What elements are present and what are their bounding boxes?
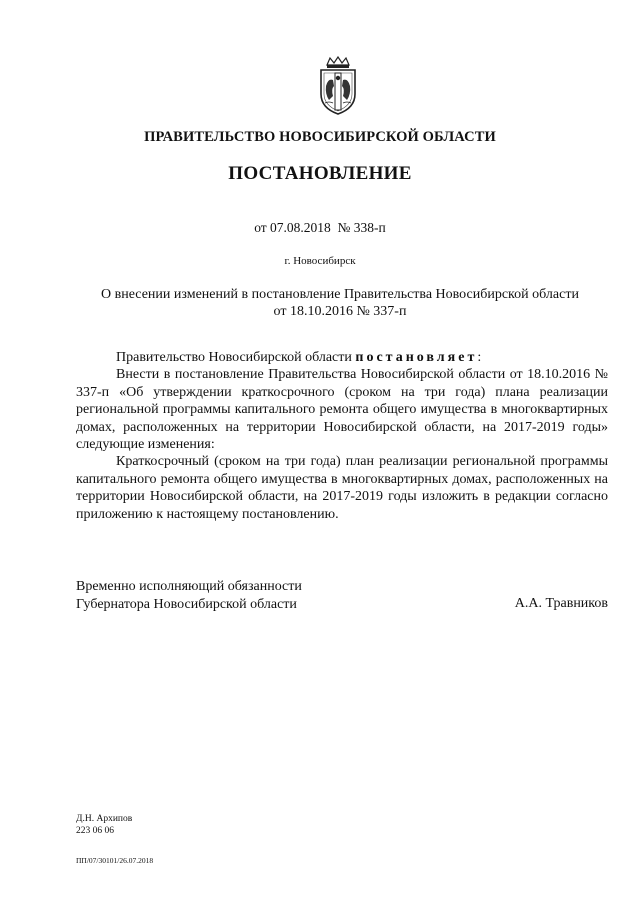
document-subject — [60, 286, 620, 320]
executor-phone: 223 06 06 — [76, 826, 114, 836]
decree-colon: : — [477, 350, 482, 365]
document-code: ПП/07/30101/26.07.2018 — [76, 856, 154, 865]
government-title: ПРАВИТЕЛЬСТВО НОВОСИБИРСКОЙ ОБЛАСТИ — [144, 129, 496, 145]
subject-line-2: от 18.10.2016 № 337-п — [273, 304, 407, 319]
signatory-position-line-1: Временно исполняющий обязанности — [76, 579, 302, 594]
coat-of-arms-icon — [316, 56, 360, 116]
document-date-number: от 07.08.2018 № 338-п — [254, 220, 386, 235]
body-paragraph-2: Внести в постановление Правительства Новосибирской области от 18.10.2016 № 337-п «Об утверждении краткосрочного (сроком на три года) плана реализации региональной программы капитального ремонта общего имущества в многоквартирных домах, расположенных на территории Новосибирской области, на 2017-2019 годы» следующие изменения: — [76, 367, 608, 453]
subject-line-1: О внесении изменений в постановление Правительства Новосибирской области — [101, 287, 579, 302]
signatory-name: А.А. Травников — [514, 596, 608, 611]
signatory-position-line-2: Губернатора Новосибирской области — [76, 596, 297, 612]
city-line: г. Новосибирск — [284, 255, 356, 267]
document-body — [76, 349, 608, 523]
executor-info — [76, 813, 132, 837]
decree-intro: Правительство Новосибирской области — [116, 350, 356, 365]
body-paragraph-3: Краткосрочный (сроком на три года) план реализации региональной программы капитального ремонта общего имущества в многоквартирных домах, расположенных на территории Новосибирской области, на 2017-2019 годы изложить в редакции согласно приложению к настоящему постановлению. — [76, 454, 608, 522]
document-type: ПОСТАНОВЛЕНИЕ — [228, 163, 412, 184]
executor-name: Д.Н. Архипов — [76, 814, 133, 824]
body-paragraph-1 — [76, 349, 608, 366]
decree-verb: постановляет — [355, 350, 478, 365]
signatory-position — [76, 578, 302, 613]
